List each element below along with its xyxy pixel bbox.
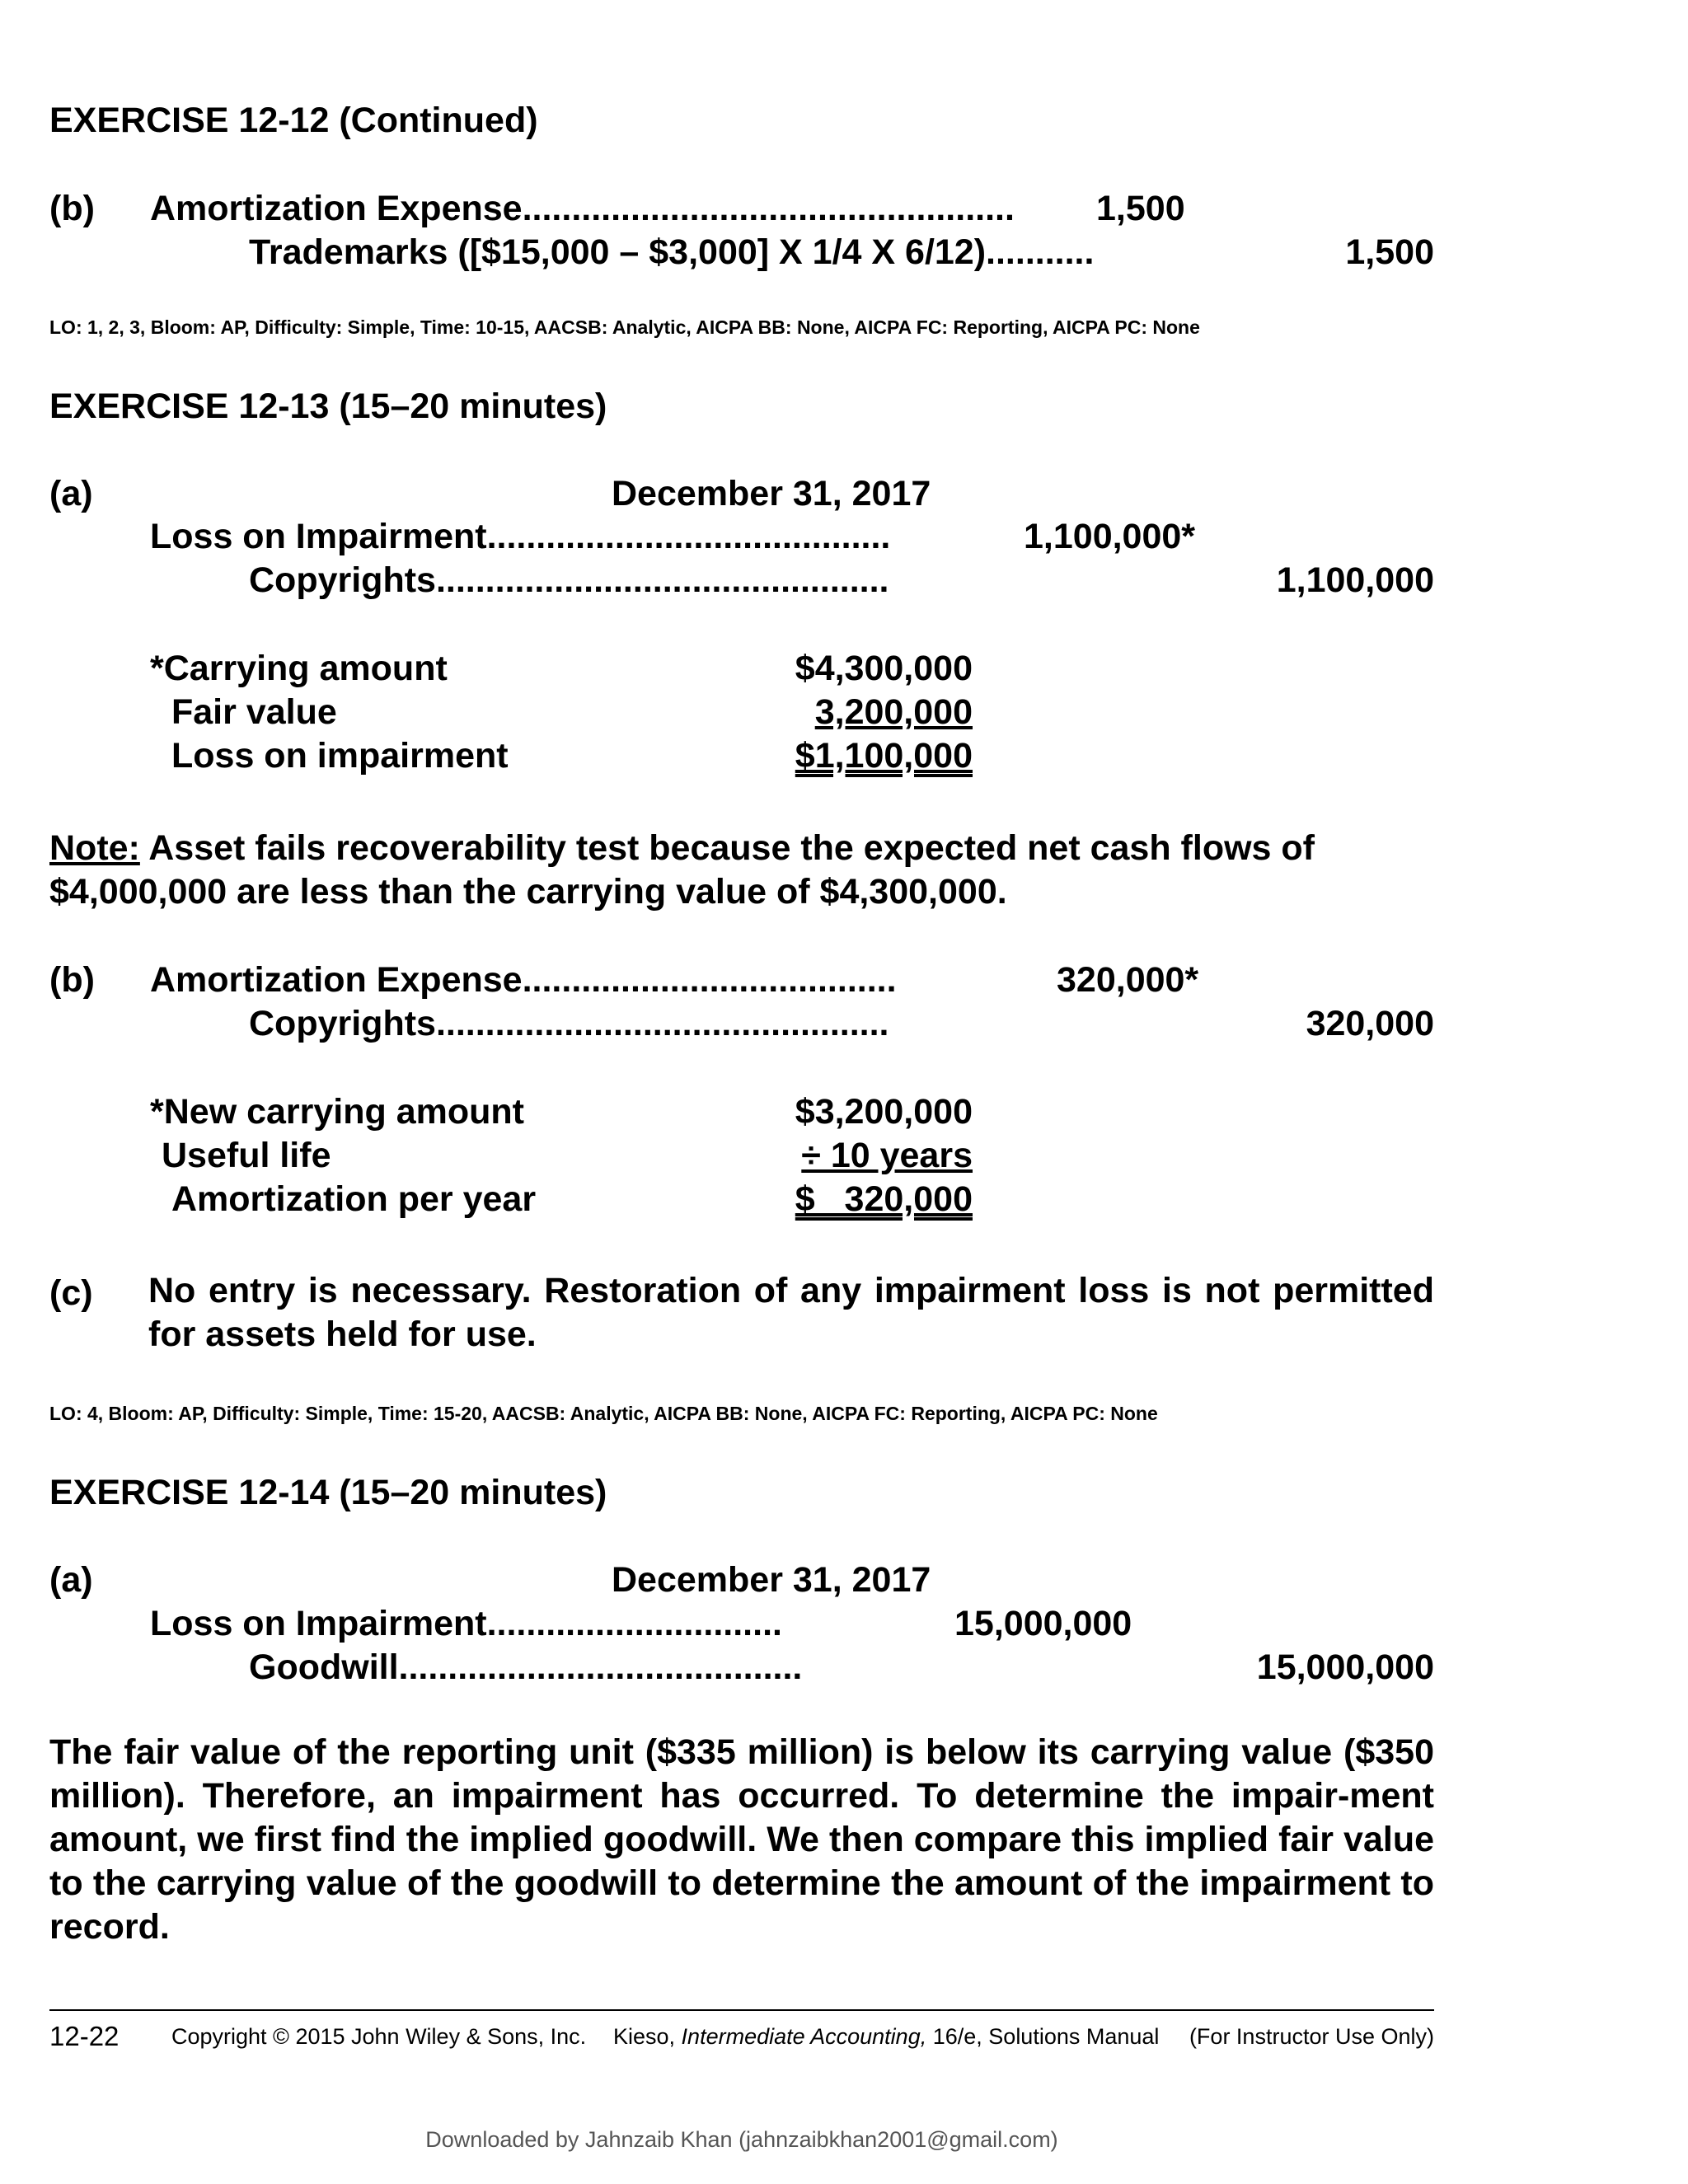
ex12-13-b-label: (b) — [49, 960, 95, 1000]
calc2-useful-life-label: Useful life — [162, 1136, 331, 1175]
footer-book-title: Intermediate Accounting, — [681, 2024, 927, 2049]
ex12-14-a-label: (a) — [49, 1560, 93, 1600]
ex12-12-b-credit-account: Trademarks ([$15,000 – $3,000] X 1/4 X 6/12)........... — [249, 232, 1095, 272]
calc1-carrying-value: $4,300,000 — [795, 649, 973, 688]
ex12-12-b-label: (b) — [49, 189, 95, 228]
ex12-13-b-debit-account: Amortization Expense...................................... — [150, 960, 897, 1000]
ex12-13-heading: EXERCISE 12-13 (15–20 minutes) — [49, 387, 607, 426]
ex12-14-a-credit-amount: 15,000,000 — [1256, 1647, 1434, 1687]
ex12-13-a-label: (a) — [49, 474, 93, 513]
calc1-loss-value: $1,100,000 — [795, 736, 973, 776]
calc2-amortization-label: Amortization per year — [171, 1179, 537, 1219]
ex12-12-heading: EXERCISE 12-12 (Continued) — [49, 101, 538, 140]
ex12-13-a-credit-account: Copyrights.............................................. — [249, 560, 889, 600]
ex12-13-a-debit-account: Loss on Impairment......................................... — [150, 517, 891, 556]
ex12-13-b-credit-amount: 320,000 — [1306, 1004, 1434, 1043]
ex12-12-lo-line: LO: 1, 2, 3, Bloom: AP, Difficulty: Simple, Time: 10-15, AACSB: Analytic, AICPA BB: None, AICPA FC: Reporting, AICPA PC: None — [49, 316, 1200, 338]
footer-book-edition: 16/e, Solutions Manual — [926, 2024, 1160, 2049]
calc2-useful-life-value: ÷ 10 years — [801, 1136, 973, 1175]
footer-copyright: Copyright © 2015 John Wiley & Sons, Inc. — [171, 2024, 587, 2049]
footer-book-author: Kieso, — [613, 2024, 682, 2049]
ex12-13-c-text: No entry is necessary. Restoration of any impairment loss is not permitted for assets held for use. — [148, 1271, 1434, 1354]
ex12-12-b-debit-account: Amortization Expense.................................................. — [150, 189, 1015, 228]
ex12-14-a-debit-amount: 15,000,000 — [954, 1604, 1132, 1643]
footer-divider — [49, 2009, 1434, 2011]
note-text: Asset fails recoverability test because the expected net cash flows of — [139, 828, 1315, 868]
calc2-new-carrying-value: $3,200,000 — [795, 1092, 973, 1132]
footer-book — [613, 2024, 1159, 2050]
ex12-13-a-debit-amount: 1,100,000* — [1024, 517, 1196, 556]
ex12-13-a-credit-amount: 1,100,000 — [1276, 560, 1434, 600]
calc2-amortization-value: $ 320,000 — [795, 1179, 973, 1219]
calc2-new-carrying-label: *New carrying amount — [150, 1092, 524, 1132]
note-line-2: $4,000,000 are less than the carrying value of $4,300,000. — [49, 872, 1007, 912]
ex12-13-c-label: (c) — [49, 1273, 93, 1313]
ex12-14-heading: EXERCISE 12-14 (15–20 minutes) — [49, 1473, 607, 1512]
note-label: Note: — [49, 828, 140, 868]
note-line-1 — [49, 828, 1315, 868]
ex12-13-lo-line: LO: 4, Bloom: AP, Difficulty: Simple, Time: 15-20, AACSB: Analytic, AICPA BB: None, AICPA FC: Reporting, AICPA PC: None — [49, 1403, 1158, 1424]
calc1-fair-value-value: 3,200,000 — [814, 692, 973, 732]
calc1-loss-label: Loss on impairment — [171, 736, 509, 776]
calc1-carrying-label: *Carrying amount — [150, 649, 448, 688]
ex12-14-a-credit-account: Goodwill......................................... — [249, 1647, 803, 1687]
ex12-13-b-debit-amount: 320,000* — [1057, 960, 1199, 1000]
calc1-fair-value-label: Fair value — [171, 692, 337, 732]
ex12-13-b-credit-account: Copyrights.............................................. — [249, 1004, 889, 1043]
footer-page-number: 12-22 — [49, 2021, 120, 2051]
ex12-12-b-debit-amount: 1,500 — [1096, 189, 1185, 228]
footer-instructor: (For Instructor Use Only) — [1189, 2024, 1434, 2049]
download-notice: Downloaded by Jahnzaib Khan (jahnzaibkhan2001@gmail.com) — [425, 2127, 1058, 2152]
ex12-14-a-debit-account: Loss on Impairment.............................. — [150, 1604, 782, 1643]
ex12-12-b-credit-amount: 1,500 — [1345, 232, 1434, 272]
ex12-13-a-date: December 31, 2017 — [612, 474, 931, 513]
ex12-14-paragraph: The fair value of the reporting unit ($335 million) is below its carrying value ($350 million). Therefore, an impairment has occurred. To determine the impair-ment amount, we first find the implied goodwill. We then compare this implied fair value to the carrying value of the goodwill to determine the amount of the impairment to record. — [49, 1732, 1434, 1947]
ex12-14-a-date: December 31, 2017 — [612, 1560, 931, 1600]
